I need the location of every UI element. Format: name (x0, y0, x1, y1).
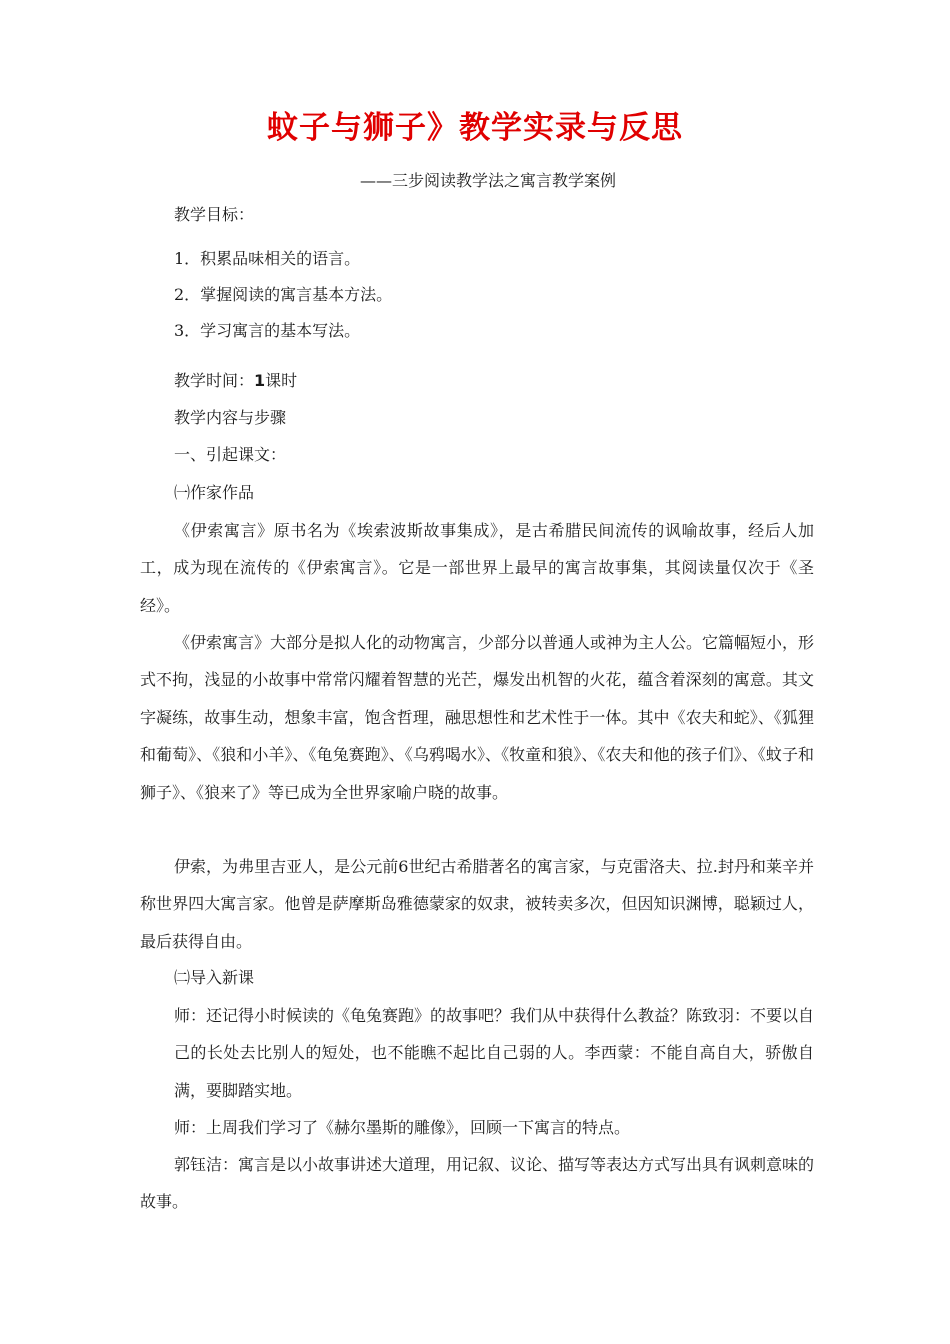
section-heading-1: 一、引起课文： (174, 445, 287, 464)
objective-item-2: 2．掌握阅读的寓言基本方法。 (174, 285, 393, 304)
page-subtitle: ——三步阅读教学法之寓言教学案例 (360, 171, 617, 190)
paragraph-fables-description: 《伊索寓言》大部分是拟人化的动物寓言，少部分以普通人或神为主人公。它篇幅短小，形式不拘，浅显的小故事中常常闪耀着智慧的光芒，爆发出机智的火花，蕴含着深刻的寓意。其文字凝练，故事生动，想象丰富，饱含哲理，融思想性和艺术性于一体。其中《农夫和蛇》、《狐狸和葡萄》、《狼和小羊》、《龟兔赛跑》、《乌鸦喝水》、《牧童和狼》、《农夫和他的孩子们》、《蚊子和狮子》、《狼来了》等已成为全世界家喻户晓的故事。 (140, 633, 815, 802)
teaching-time (174, 369, 297, 393)
objective-item-3: 3．学习寓言的基本写法。 (174, 321, 361, 340)
subsection-heading-intro: ㈡导入新课 (174, 968, 255, 987)
paragraph-aesop-bio: 伊索，为弗里吉亚人，是公元前6世纪古希腊著名的寓言家，与克雷洛夫、拉.封丹和莱辛并称世界四大寓言家。他曾是萨摩斯岛雅德蒙家的奴隶，被转卖多次，但因知识渊博，聪颖过人，最后获得自由。 (140, 857, 814, 951)
teaching-time-unit: 课时 (265, 371, 298, 390)
paragraph-dialogue-1: 师：还记得小时候读的《龟兔赛跑》的故事吧？我们从中获得什么教益？陈致羽：不要以自己的长处去比别人的短处，也不能瞧不起比自己弱的人。李西蒙：不能自高自大，骄傲自满，要脚踏实地。 (174, 1006, 815, 1100)
objectives-heading: 教学目标： (174, 205, 255, 224)
content-heading: 教学内容与步骤 (174, 408, 287, 427)
teaching-time-value: 1 (254, 371, 266, 390)
page-title: 蚊子与狮子》教学实录与反思 (267, 110, 683, 146)
objective-item-1: 1．积累品味相关的语言。 (174, 249, 361, 268)
paragraph-dialogue-2: 师：上周我们学习了《赫尔墨斯的雕像》，回顾一下寓言的特点。 (174, 1118, 631, 1137)
subsection-heading-author: ㈠作家作品 (174, 483, 255, 502)
teaching-time-label: 教学时间： (174, 371, 255, 390)
paragraph-dialogue-3: 郭钰洁：寓言是以小故事讲述大道理，用记叙、议论、描写等表达方式写出具有讽刺意味的故事。 (140, 1155, 815, 1212)
paragraph-author-intro: 《伊索寓言》原书名为《埃索波斯故事集成》，是古希腊民间流传的讽喻故事，经后人加工，成为现在流传的《伊索寓言》。它是一部世界上最早的寓言故事集，其阅读量仅次于《圣经》。 (140, 521, 814, 615)
